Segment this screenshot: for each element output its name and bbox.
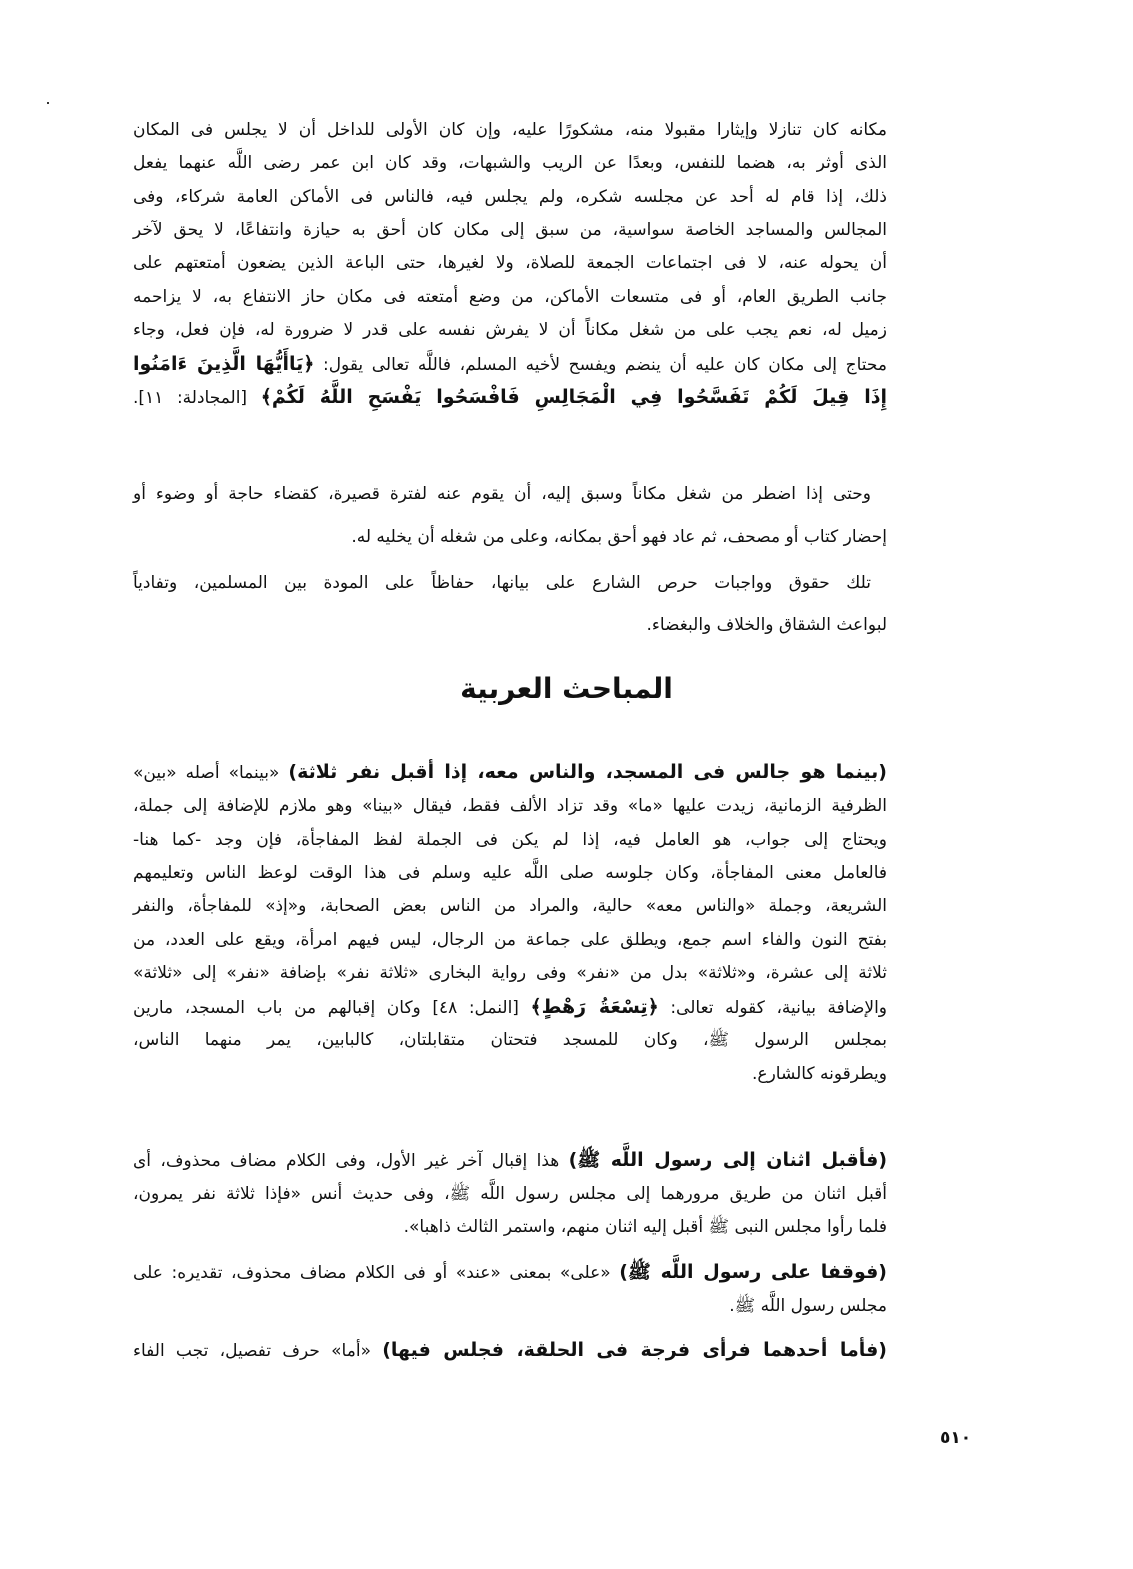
text-line (133, 992, 887, 1022)
emphasized-text: (بينما هو جالس فى المسجد، والناس معه، إذا أقبل نفر ثلاثة) (288, 761, 887, 783)
body-text: أقبل اثنان من طريق مرورهما إلى مجلس رسول اللَّه ﷺ، وفى حديث أنس «فإذا ثلاثة نفر يمرون، (133, 1184, 887, 1204)
body-text: ويحتاج إلى جواب، هو العامل فيه، إذا لم يكن فى الجملة لفظ المفاجأة، فإن وجد -كما هنا- (133, 830, 887, 850)
text-line (133, 1179, 887, 1209)
body-text: هذا إقبال آخر غير الأول، وفى الكلام مضاف محذوف، أى (133, 1151, 569, 1171)
text-line (133, 1291, 887, 1321)
emphasized-text: ﴿تِسْعَةُ رَهْطٍ﴾ (530, 996, 659, 1018)
body-text: فلما رأوا مجلس النبى ﷺ أقبل إليه اثنان منهم، واستمر الثالث ذاهبا». (403, 1217, 887, 1237)
body-text: محتاج إلى مكان كان عليه أن ينضم ويفسح لأخيه المسلم، فاللَّه تعالى يقول: (314, 355, 887, 375)
scan-speck (47, 102, 49, 104)
emphasized-text: (فأقبل اثنان إلى رسول اللَّه ﷺ) (568, 1149, 888, 1171)
text-line (133, 1212, 887, 1242)
body-text: الذى أوثر به، هضما للنفس، وبعدًا عن الريب والشبهات، وقد كان ابن عمر رضى اللَّه عنهما يفعل (133, 153, 887, 173)
text-line (133, 1025, 887, 1055)
body-text: ذلك، إذا قام له أحد عن مجلسه شكره، ولم يجلس فيه، فالناس فى الأماكن العامة شركاء، وفى (133, 187, 887, 207)
text-line (133, 282, 887, 312)
text-line (133, 115, 887, 145)
body-text: والإضافة بيانية، كقوله تعالى: (658, 998, 888, 1018)
body-text: لبواعث الشقاق والخلاف والبغضاء. (646, 615, 887, 635)
body-text: إحضار كتاب أو مصحف، ثم عاد فهو أحق بمكانه، وعلى من شغله أن يخليه له. (351, 527, 887, 547)
emphasized-text: (فأما أحدهما فرأى فرجة فى الحلقة، فجلس فيها) (382, 1339, 887, 1361)
body-text: الشريعة، وجملة «والناس معه» حالية، والمراد من الناس بعض الصحابة، و«إذ» للمفاجأة، والنفر (133, 896, 887, 916)
text-line (133, 610, 887, 640)
body-text: الظرفية الزمانية، زيدت عليها «ما» وقد تزاد الألف فقط، فيقال «بينا» وهو ملازم للإضافة إلى جملة، (133, 796, 887, 816)
body-text: «أما» حرف تفصيل، تجب الفاء (133, 1341, 383, 1361)
body-text: أن يحوله عنه، لا فى اجتماعات الجمعة للصلاة، ولا لغيرها، حتى الباعة الذين يضعون أمتعتهم على (133, 253, 887, 273)
text-line (133, 1145, 887, 1175)
body-text: «على» بمعنى «عند» أو فى الكلام مضاف محذوف، تقديره: على (133, 1263, 620, 1283)
body-text: «بينما» أصله «بين» (133, 763, 289, 783)
body-text: زميل له، نعم يجب على من شغل مكاناً أن لا يفرش نفسه على قدر لا ضرورة له، فإن فعل، وجاء (133, 320, 887, 340)
body-text: فالعامل معنى المفاجأة، وكان جلوسه صلى اللَّه عليه وسلم فى هذا الوقت لوعظ الناس وتعليمهم (133, 863, 887, 883)
text-line (133, 522, 887, 552)
text-line (133, 1059, 887, 1089)
body-text: جانب الطريق العام، أو فى متسعات الأماكن، من وضع أمتعته فى مكان حاز الانتفاع به، لا يزاحمه (133, 287, 887, 307)
body-text: [المجادلة: ١١]. (133, 388, 261, 408)
text-line (133, 215, 887, 245)
body-text: ثلاثة إلى عشرة، و«ثلاثة» بدل من «نفر» وفى رواية البخارى «ثلاثة نفر» بإضافة «نفر» إلى «ثلاثة» (133, 963, 887, 983)
body-text: [النمل: ٤٨] وكان إقبالهم من باب المسجد، مارين (133, 998, 531, 1018)
body-text: تلك حقوق وواجبات حرص الشارع على بيانها، حفاظاً على المودة بين المسلمين، وتفادياً (133, 573, 871, 593)
section-heading: المباحث العربية (460, 672, 673, 705)
text-line (133, 925, 887, 955)
body-text: مكانه كان تنازلا وإيثارا مقبولا منه، مشكورًا عليه، وإن كان الأولى للداخل أن لا يجلس فى المكان (133, 120, 887, 140)
text-line (133, 315, 887, 345)
text-line (133, 248, 887, 278)
text-line (133, 479, 871, 509)
page-number: ٥١٠ (940, 1428, 972, 1448)
emphasized-text: (فوقفا على رسول اللَّه ﷺ) (619, 1261, 887, 1283)
body-text: بمجلس الرسول ﷺ، وكان للمسجد فتحتان متقابلتان، كالبابين، يمر منهما الناس، (133, 1030, 887, 1050)
body-text: بفتح النون والفاء اسم جمع، ويطلق على جماعة من الرجال، ليس فيهم امرأة، ويقع على العدد، من (133, 930, 887, 950)
text-line (133, 891, 887, 921)
body-text: ويطرقونه كالشارع. (752, 1064, 887, 1084)
text-line (133, 791, 887, 821)
text-line (133, 825, 887, 855)
text-line (133, 568, 871, 598)
text-line (133, 757, 887, 787)
text-line (133, 1335, 887, 1365)
emphasized-text: إِذَا قِيلَ لَكُمْ تَفَسَّحُوا فِي الْمَجَالِسِ فَافْسَحُوا يَفْسَحِ اللَّهُ لَكُمْ﴾ (260, 386, 888, 408)
text-line (133, 382, 887, 412)
text-line (133, 148, 887, 178)
text-line (133, 858, 887, 888)
text-line (133, 958, 887, 988)
body-text: المجالس والمساجد الخاصة سواسية، من سبق إلى مكان كان أحق به حيازة وانتفاعًا، لا يحق لآخر (133, 220, 887, 240)
body-text: وحتى إذا اضطر من شغل مكاناً وسبق إليه، أن يقوم عنه لفترة قصيرة، كقضاء حاجة أو وضوء أو (133, 484, 871, 504)
emphasized-text: ﴿يَاأَيُّهَا الَّذِينَ ءَامَنُوا (133, 353, 315, 375)
text-line (133, 182, 887, 212)
text-line (133, 1257, 887, 1287)
body-text: مجلس رسول اللَّه ﷺ. (729, 1296, 887, 1316)
text-line (133, 349, 887, 379)
